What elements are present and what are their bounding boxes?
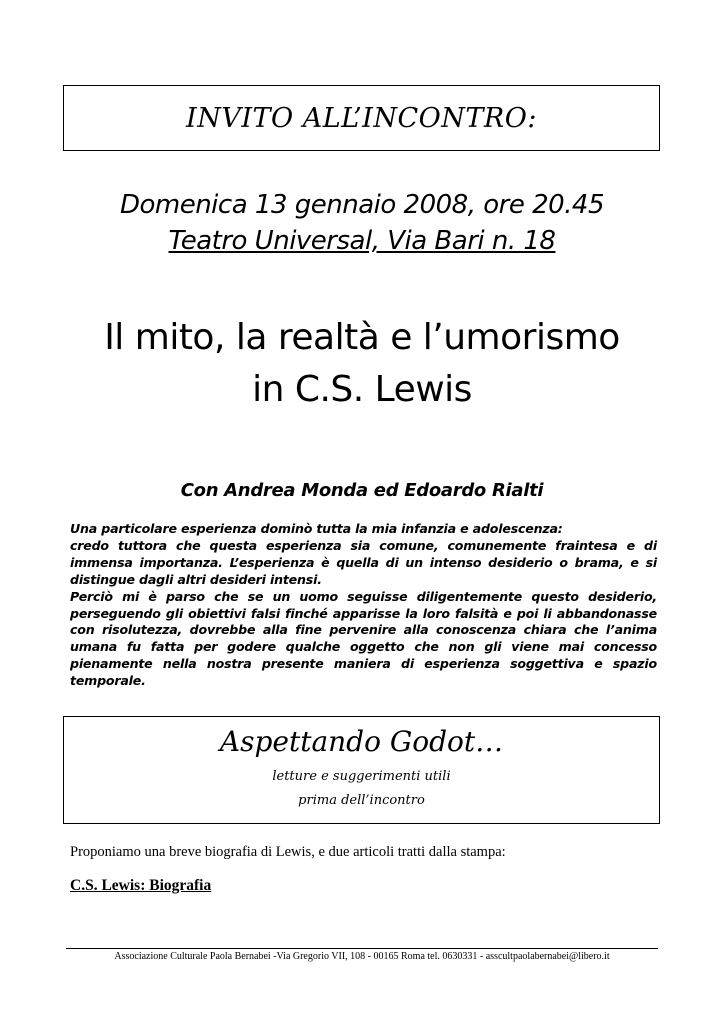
invite-title: INVITO ALL’INCONTRO: — [186, 102, 537, 134]
event-title-line-1: Il mito, la realtà e l’umorismo — [104, 317, 620, 358]
quote-paragraph-2: credo tuttora che questa esperienza sia comune, comunemente fraintesa e di immensa importanza. L’esperienza è quella di un intenso desiderio o brama, e si distingue dagli altri desideri intensi. — [70, 537, 657, 587]
godot-box — [63, 716, 660, 824]
godot-subtitle-line-1: letture e suggerimenti utili — [272, 769, 451, 784]
godot-subtitle-line-2: prima dell’incontro — [298, 793, 425, 808]
event-venue: Teatro Universal, Via Bari n. 18 — [168, 226, 556, 256]
godot-title: Aspettando Godot… — [219, 725, 504, 758]
event-date-time: Domenica 13 gennaio 2008, ore 20.45 — [119, 190, 605, 220]
footer-address: Associazione Culturale Paola Bernabei -Via Gregorio VII, 108 - 00165 Roma tel. 0630331 - asscultpaolabernabei@libero.it — [114, 951, 610, 962]
footer-divider — [66, 948, 658, 949]
event-title — [0, 312, 724, 416]
quote-paragraph-1: Una particolare esperienza dominò tutta la mia infanzia e adolescenza: — [70, 521, 563, 536]
invite-header-box — [63, 85, 660, 151]
lewis-quote — [70, 521, 657, 690]
event-title-line-2: in C.S. Lewis — [252, 369, 472, 410]
biography-intro: Proponiamo una breve biografia di Lewis, e due articoli tratti dalla stampa: — [70, 844, 506, 860]
biography-heading: C.S. Lewis: Biografia — [70, 877, 212, 894]
event-speakers: Con Andrea Monda ed Edoardo Rialti — [180, 480, 544, 501]
quote-paragraph-3: Perciò mi è parso che se un uomo seguisse diligentemente questo desiderio, perseguendo gli obiettivi falsi finché apparisse la loro falsità e poi li abbandonasse con risolutezza, dovrebbe alla fine pervenire alla conoscenza chiara che l’anima umana fu fatta per godere qualche oggetto che non gli viene mai concesso pienamente nella nostra presente maniera di esperienza soggettiva e spazio temporale. — [70, 588, 657, 689]
